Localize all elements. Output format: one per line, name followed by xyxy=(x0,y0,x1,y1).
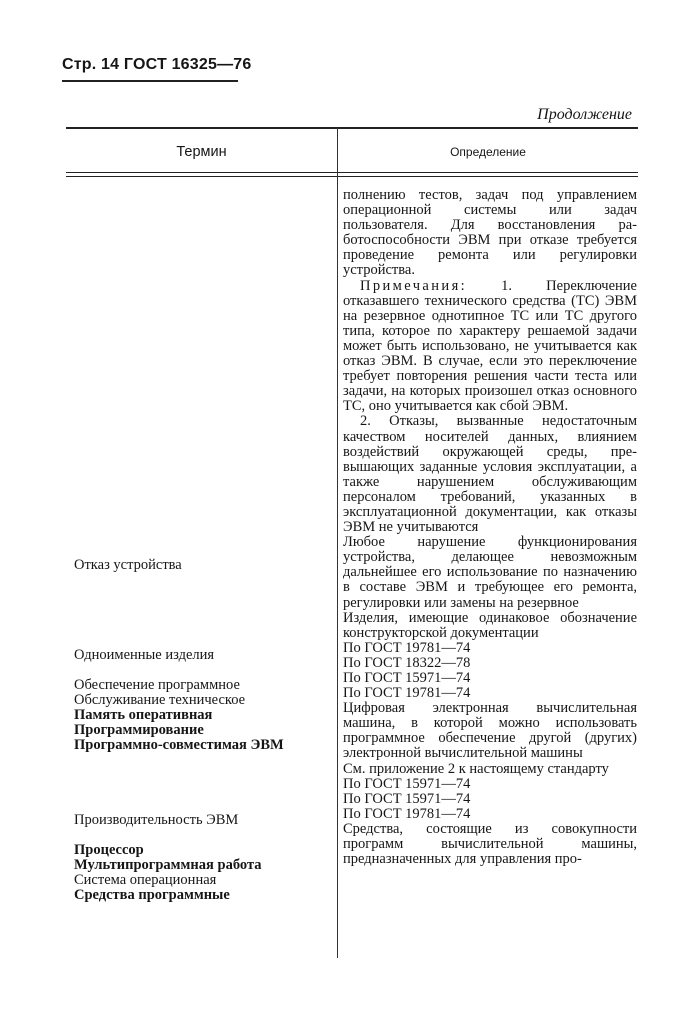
definition-processor: По ГОСТ 15971—74 xyxy=(343,775,471,792)
term-maintenance: Обслуживание техническое xyxy=(74,692,246,708)
term-ram: Память оперативная xyxy=(74,707,213,723)
term-multiprogramming: Мультипрограммная работа xyxy=(74,857,262,873)
definition-ram: По ГОСТ 15971—74 xyxy=(343,670,471,686)
definition-continuation: полнению тестов, задач под управлением операционной системы или задач пользователя. Для восстановления работоспособности ЭВМ при отказе требуется проведение ремонта или регулировки устройства. xyxy=(343,187,637,279)
definitions-column xyxy=(343,188,637,867)
term-software: Обеспечение программное xyxy=(74,677,240,693)
continuation-label: Продолжение xyxy=(537,106,632,123)
term-column-header: Термин xyxy=(176,144,227,160)
note-label: Примечания: xyxy=(360,277,468,294)
header-rule xyxy=(62,80,238,82)
definition-multiprogramming: По ГОСТ 15971—74 xyxy=(343,790,471,807)
term-compatible-computer: Программно-совместимая ЭВМ xyxy=(74,737,284,753)
definition-performance: См. приложение 2 к настоящему стандарту xyxy=(343,760,609,777)
term-same-name-items: Одноименные изделия xyxy=(74,647,215,663)
definition-compatible-computer: Цифровая электронная вычислительная машина, в которой можно использовать программное обеспечение другой (других) электронной вычислительной машины xyxy=(343,700,637,762)
term-device-failure: Отказ устройства xyxy=(74,557,182,573)
definition-column-header: Определение xyxy=(450,145,526,159)
definition-programming: По ГОСТ 19781—74 xyxy=(343,685,471,702)
note-1-text: 1. Переключение отказавшего технического средства (ТС) ЭВМ на резервное однотипное ТС или ТС другого типа, которое по характеру решаемой задачи может быть использовано, не учитывается как отказ ЭВМ. В случае, если это переключение требует повторения решения части теста или задачи, на которых произошел отказ основного ТС, оно учитывается как сбой ЭВМ. xyxy=(343,277,637,415)
definition-software: По ГОСТ 19781—74 xyxy=(343,639,471,656)
definition-maintenance: По ГОСТ 18322—78 xyxy=(343,654,471,671)
definition-os: По ГОСТ 19781—74 xyxy=(343,805,471,822)
definition-same-name-items: Изделия, имеющие одинаковое обозначение конструкторской документации xyxy=(343,609,637,641)
column-divider xyxy=(337,128,338,958)
table-top-rule xyxy=(66,127,638,129)
definition-software-tools: Средства, состоящие из совокупности программ вычислительной машины, предназначенных для управления про- xyxy=(343,820,637,868)
term-os: Система операционная xyxy=(74,872,217,888)
term-programming: Программирование xyxy=(74,722,204,738)
definition-device-failure: Любое нарушение функционирования устройства, делающее невозможным дальнейшее его использование по назначению в составе ЭВМ и требующее его ремонта, регулировки или замены на резервное xyxy=(343,534,637,611)
note-1 xyxy=(343,279,637,415)
page-header: Стр. 14 ГОСТ 16325—76 xyxy=(62,56,252,73)
term-performance: Производительность ЭВМ xyxy=(74,812,239,828)
header-bottom-rule xyxy=(66,172,638,173)
note-2: 2. Отказы, вызванные недостаточным качеством носителей данных, влиянием воздействий окружающей среды, превышающих заданные условия эксплуатации, а также нарушением обслуживающим персоналом требований, указанных в эксплуатационной документации, как отказы ЭВМ не учитываются xyxy=(343,413,637,536)
header-bottom-rule-double xyxy=(66,176,638,177)
term-processor: Процессор xyxy=(74,842,144,858)
term-software-tools: Средства программные xyxy=(74,887,230,903)
